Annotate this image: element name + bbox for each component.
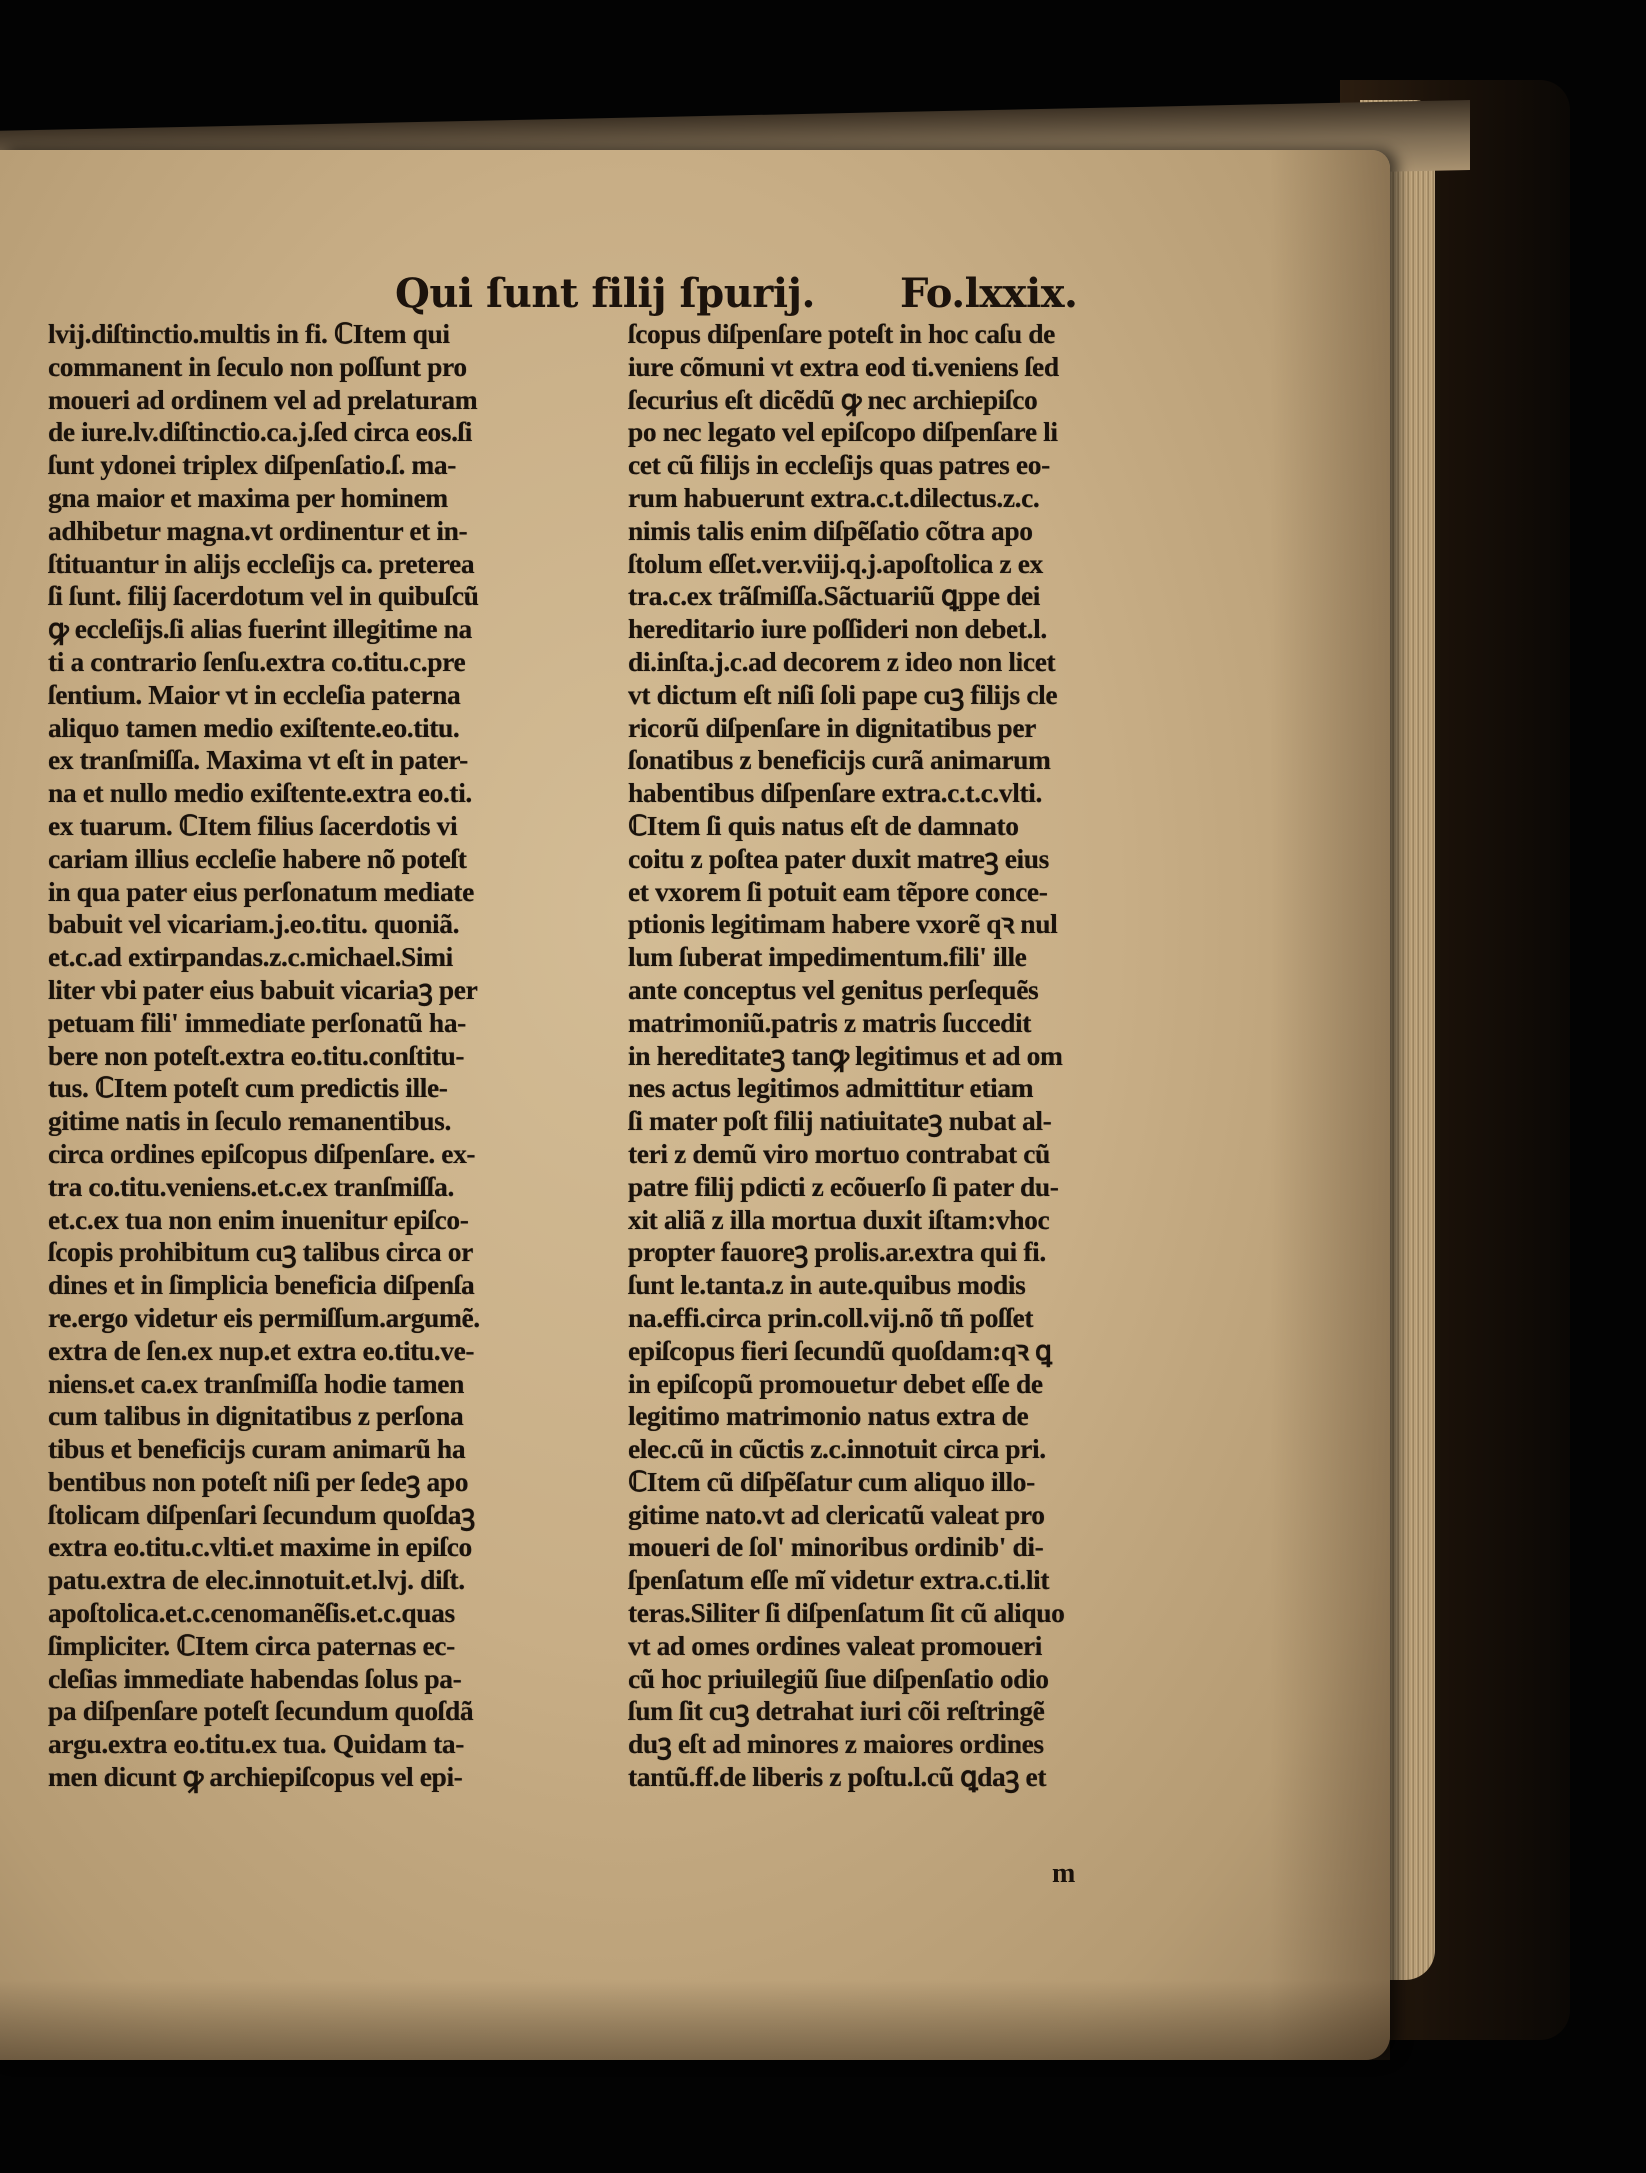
text-line: ante conceptus vel genitus perſequẽs [628,973,1039,1005]
text-line: po nec legato vel epiſcopo diſpenſare li [628,416,1058,448]
text-line: ꝙ eccleſijs.ſi alias fuerint illegitime na [48,613,472,645]
text-line: legitimo matrimonio natus extra de [628,1400,1029,1432]
text-line: tra.c.ex trãſmiſſa.Sãctuariũ ꝗppe dei [628,580,1041,612]
text-line: tra co.titu.veniens.et.c.ex tranſmiſſa. [48,1170,454,1202]
text-line: babuit vel vicariam.j.eo.titu. quoniã. [48,908,460,940]
text-line: ſtolum eſſet.ver.viij.q.j.apoſtolica z ex [628,547,1043,579]
text-line: liter vbi pater eius babuit vicariaꝫ per [48,973,478,1005]
text-line: epiſcopus fieri ſecundũ quoſdam:qꝛ ꝗ [628,1334,1052,1366]
text-line: et.c.ex tua non enim inuenitur epiſco- [48,1203,469,1235]
text-line: ſonatibus z beneficijs curã animarum [628,744,1051,776]
text-line: re.ergo videtur eis permiſſum.argumẽ. [48,1301,480,1333]
text-line: ſentium. Maior vt in eccleſia paterna [48,678,461,710]
text-line: in hereditateꝫ tanꝙ legitimus et ad om [628,1039,1063,1071]
catchword: m [1052,1858,1076,1889]
text-line: ricorũ diſpenſare in dignitatibus per [628,711,1036,743]
text-line: ſi mater poſt filij natiuitateꝫ nubat al- [628,1105,1052,1137]
text-line: habentibus diſpenſare extra.c.t.c.vlti. [628,777,1042,809]
text-line: tus. ℂItem poteſt cum predictis ille- [48,1072,448,1104]
text-line: extra eo.titu.c.vlti.et maxime in epiſco [48,1531,472,1563]
text-line: gitime natis in ſeculo remanentibus. [48,1105,451,1137]
text-line: ℂItem ſi quis natus eſt de damnato [628,809,1019,841]
text-line: coitu z poſtea pater duxit matreꝫ eius [628,842,1049,874]
text-line: ex tuarum. ℂItem filius ſacerdotis vi [48,809,458,841]
text-line: tantũ.ff.de liberis z poſtu.l.cũ ꝗdaꝫ et [628,1761,1047,1793]
text-line: ptionis legitimam habere vxorẽ qꝛ nul [628,908,1058,940]
text-line: ſcopus diſpenſare poteſt in hoc caſu de [628,318,1055,349]
text-line: moueri de ſol' minoribus ordinib' di- [628,1531,1044,1563]
text-line: moueri ad ordinem vel ad prelaturam [48,383,478,415]
text-line: cariam illius eccleſie habere nõ poteſt [48,842,467,874]
left-text-column [48,318,603,1794]
text-line: ſcopis prohibitum cuꝫ talibus circa or [48,1236,473,1268]
text-line: iure cõmuni vt extra eod ti.veniens ſed [628,350,1059,382]
text-line: elec.cũ in cũctis z.c.innotuit circa pri. [628,1433,1046,1465]
text-line: na.effi.circa prin.coll.vij.nõ tñ poſſet [628,1301,1034,1333]
text-line: ſunt ydonei triplex diſpenſatio.ſ. ma- [48,449,457,481]
text-line: patre filij pdicti z ecõuerſo ſi pater du- [628,1170,1059,1202]
text-line: lum ſuberat impedimentum.fili' ille [628,941,1027,973]
text-line: bere non poteſt.extra eo.titu.conſtitu- [48,1039,465,1071]
text-line: teras.Siliter ſi diſpenſatum ſit cũ aliquo [628,1597,1065,1629]
running-title: Qui ſunt filij ſpurij. [395,270,815,317]
text-line: ti a contrario ſenſu.extra co.titu.c.pre [48,645,466,677]
right-text-column [628,318,1183,1794]
text-line: ſunt le.tanta.z in aute.quibus modis [628,1269,1026,1301]
text-line: xit aliã z illa mortua duxit iſtam:vhoc [628,1203,1050,1235]
text-line: cum talibus in dignitatibus z perſona [48,1400,464,1432]
text-line: ſimpliciter. ℂItem circa paternas ec- [48,1629,455,1661]
text-line: et vxorem ſi potuit eam tẽpore conce- [628,875,1048,907]
text-line: ſtituantur in alijs eccleſijs ca. preterea [48,547,475,579]
text-line: dines et in ſimplicia beneficia diſpenſa [48,1269,475,1301]
text-line: et.c.ad extirpandas.z.c.michael.Simi [48,941,453,973]
text-line: adhibetur magna.vt ordinentur et in- [48,514,468,546]
text-line: petuam fili' immediate perſonatũ ha- [48,1006,466,1038]
page-bottom-shadow [0,1980,1390,2060]
text-line: vt dictum eſt niſi ſoli pape cuꝫ filijs cle [628,678,1058,710]
text-line: niens.et ca.ex tranſmiſſa hodie tamen [48,1367,464,1399]
text-line: ſecurius eſt dicẽdũ ꝙ nec archiepiſco [628,383,1038,415]
text-line: teri z demũ viro mortuo contrabat cũ [628,1137,1050,1169]
text-line: ſi ſunt. filij ſacerdotum vel in quibuſcũ [48,580,479,612]
text-line: ex tranſmiſſa. Maxima vt eſt in pater- [48,744,468,776]
text-line: gna maior et maxima per hominem [48,481,448,513]
text-line: patu.extra de elec.innotuit.et.lvj. diſt. [48,1564,465,1596]
text-line: nes actus legitimos admittitur etiam [628,1072,1034,1104]
text-line: apoſtolica.et.c.cenomanẽſis.et.c.quas [48,1597,455,1629]
text-line: cet cũ filijs in eccleſijs quas patres eo- [628,449,1050,481]
text-line: commanent in ſeculo non poſſunt pro [48,350,467,382]
text-line: ſpenſatum eſſe mĩ videtur extra.c.ti.lit [628,1564,1050,1596]
text-line: in qua pater eius perſonatum mediate [48,875,474,907]
text-line: pa diſpenſare poteſt ſecundum quoſdã [48,1695,474,1727]
text-line: cũ hoc priuilegiũ ſiue diſpenſatio odio [628,1662,1049,1694]
text-line: ſtolicam diſpenſari ſecundum quoſdaꝫ [48,1498,475,1530]
text-line: argu.extra eo.titu.ex tua. Quidam ta- [48,1728,464,1760]
text-line: de iure.lv.diſtinctio.ca.j.ſed circa eos.ſi [48,416,473,448]
text-line: ℂItem cũ diſpẽſatur cum aliquo illo- [628,1465,1035,1497]
text-line: propter fauoreꝫ prolis.ar.extra qui fi. [628,1236,1046,1268]
text-line: vt ad omes ordines valeat promoueri [628,1629,1042,1661]
text-line: lvij.diſtinctio.multis in fi. ℂItem qui [48,318,450,349]
text-line: bentibus non poteſt niſi per ſedeꝫ apo [48,1465,469,1497]
text-line: in epiſcopũ promouetur debet eſſe de [628,1367,1043,1399]
text-line: cleſias immediate habendas ſolus pa- [48,1662,462,1694]
text-line: gitime nato.vt ad clericatũ valeat pro [628,1498,1045,1530]
text-line: men dicunt ꝙ archiepiſcopus vel epi- [48,1761,463,1793]
text-line: extra de ſen.ex nup.et extra eo.titu.ve- [48,1334,475,1366]
text-line: rum habuerunt extra.c.t.dilectus.z.c. [628,481,1040,513]
text-line: ſum ſit cuꝫ detrahat iuri cõi reſtringẽ [628,1695,1045,1727]
text-line: di.inſta.j.c.ad decorem z ideo non licet [628,645,1056,677]
text-line: duꝫ eſt ad minores z maiores ordines [628,1728,1044,1760]
text-line: hereditario iure poſſideri non debet.l. [628,613,1047,645]
folio-number: Fo.lxxix. [900,270,1078,317]
text-line: aliquo tamen medio exiſtente.eo.titu. [48,711,460,743]
text-line: na et nullo medio exiſtente.extra eo.ti. [48,777,472,809]
text-line: tibus et beneficijs curam animarũ ha [48,1433,466,1465]
text-line: circa ordines epiſcopus diſpenſare. ex- [48,1137,476,1169]
text-line: nimis talis enim diſpẽſatio cõtra apo [628,514,1033,546]
page-gutter-shadow [1270,150,1390,2060]
text-line: matrimoniũ.patris z matris ſuccedit [628,1006,1032,1038]
